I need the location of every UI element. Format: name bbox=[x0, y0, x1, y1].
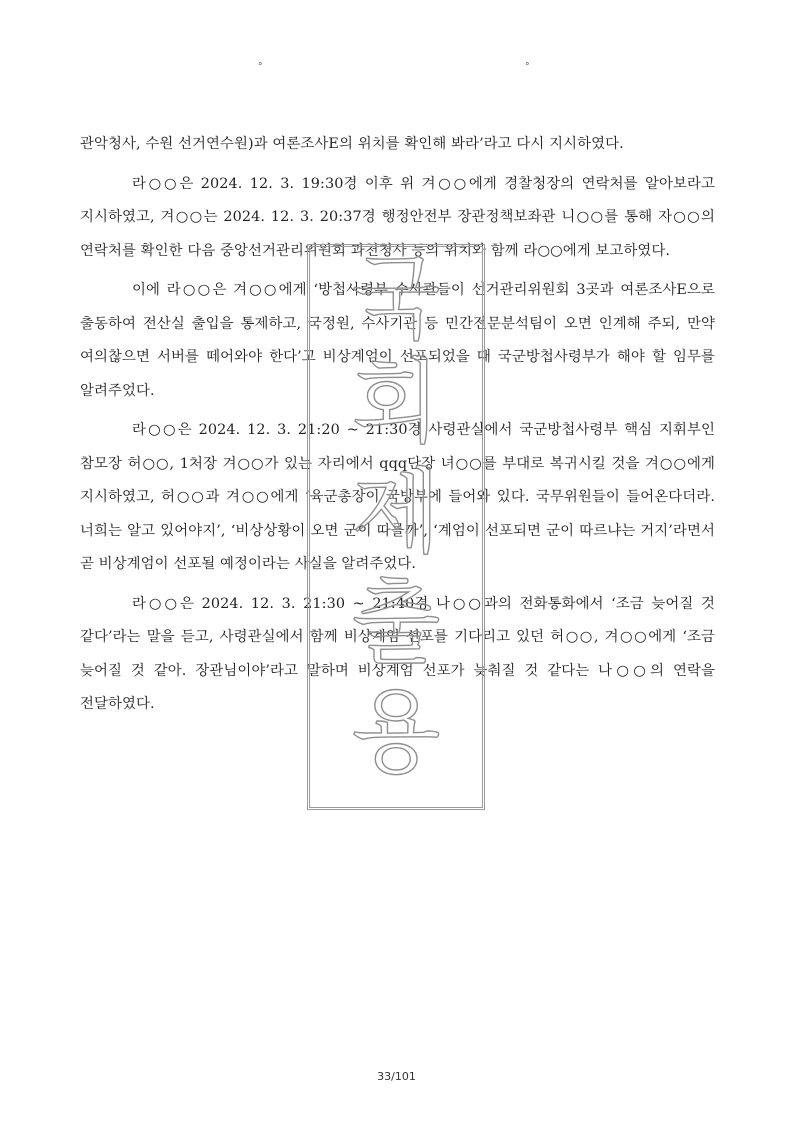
watermark-char: 출 bbox=[351, 569, 441, 676]
header-mark-right: ° bbox=[525, 62, 530, 72]
watermark-char: 제 bbox=[351, 459, 441, 566]
paragraph-continuation: 관악청사, 수원 선거연수원)과 여론조사E의 위치를 확인해 봐라’라고 다시 지시하였다. bbox=[80, 136, 624, 152]
document-body bbox=[80, 128, 715, 722]
paragraph: 라○○은 2024. 12. 3. 19:30경 이후 위 겨○○에게 경찰청장의 연락처를 알아보라고 지시하였고, 겨○○는 2024. 12. 3. 20:37경 행정안전부 장관정책보좌관 니○○를 통해 자○○의 연락처를 확인한 다음 중앙선거관리위원회 과천청사 등의 위치와 함께 라○○에게 보고하였다. bbox=[80, 175, 715, 259]
header-mark-left: ° bbox=[258, 62, 263, 72]
paragraph: 이에 라○○은 겨○○에게 ‘방첩사령부 수사관들이 선거관리위원회 3곳과 여론조사E으로 출동하여 전산실 출입을 통제하고, 국정원, 수사기관 등 민간전문분석팀이 오면 인계해 주되, 만약 여의찮으면 서버를 떼어와야 한다’고 비상계엄이 선포되었을 때 국군방첩사령부가 해야 할 임무를 알려주었다. bbox=[80, 282, 715, 399]
watermark-char: 회 bbox=[351, 349, 441, 456]
paragraph: 라○○은 2024. 12. 3. 21:30 ~ 21:40경 나○○과의 전화통화에서 ‘조금 늦어질 것 같다’라는 말을 듣고, 사령관실에서 함께 비상계엄 선포를 기다리고 있던 허○○, 겨○○에게 ‘조금 늦어질 것 같아. 장관님이야’라고 말하며 비상계엄 선포가 늦춰질 것 같다는 나○○의 연락을 전달하였다. bbox=[80, 595, 715, 712]
watermark-char: 용 bbox=[351, 679, 441, 786]
watermark-char: 국 bbox=[351, 245, 441, 352]
paragraph: 라○○은 2024. 12. 3. 21:20 ~ 21:30경 사령관실에서 국군방첩사령부 핵심 지휘부인 참모장 허○○, 1처장 겨○○가 있는 자리에서 qqq단장 녀○○를 부대로 복귀시킬 것을 겨○○에게 지시하였고, 허○○과 겨○○에게 ‘육군총장이 국방부에 들어와 있다. 국무위원들이 들어온다더라. 너희는 알고 있어야지’, ‘비상상황이 오면 군이 따를까’, ‘계엄이 선포되면 군이 따르냐는 거지’라면서 곧 비상계엄이 선포될 예정이라는 사실을 알려주었다. bbox=[80, 422, 715, 572]
page-number: 33/101 bbox=[377, 1070, 416, 1083]
